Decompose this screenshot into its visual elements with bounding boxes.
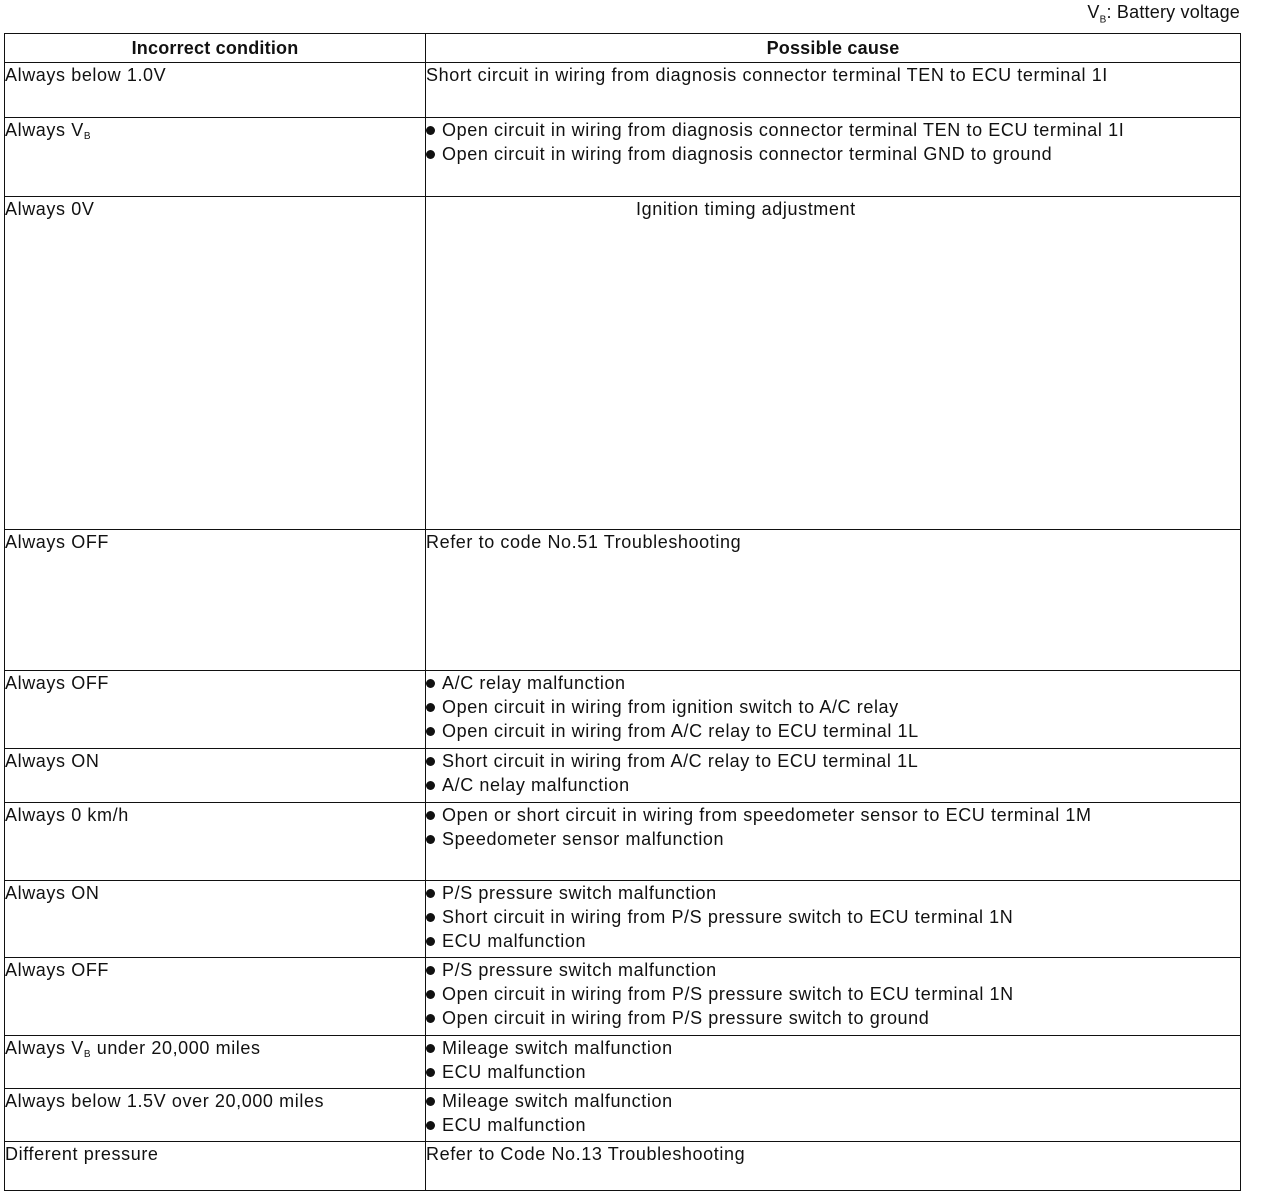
cause-line: [426, 1006, 1240, 1030]
cause-text: P/S pressure switch malfunction: [442, 883, 717, 903]
cause-text: A/C relay malfunction: [442, 673, 626, 693]
table-row: [5, 749, 1241, 803]
condition-text: Always OFF: [5, 673, 110, 693]
bullet-icon: [426, 889, 435, 898]
incorrect-condition-cell: [5, 1089, 426, 1142]
possible-cause-cell: [426, 958, 1241, 1036]
bullet-icon: [426, 913, 435, 922]
cause-text: A/C nelay malfunction: [442, 775, 630, 795]
possible-cause-cell: [426, 118, 1241, 197]
incorrect-condition-cell: [5, 118, 426, 197]
bullet-icon: [426, 1068, 435, 1077]
incorrect-condition-cell: [5, 197, 426, 530]
bullet-icon: [426, 679, 435, 688]
bullet-icon: [426, 703, 435, 712]
possible-cause-cell: [426, 1036, 1241, 1089]
cause-line: [426, 695, 1240, 719]
condition-subscript: B: [83, 1049, 92, 1060]
table-row: [5, 1142, 1241, 1191]
possible-cause-cell: [426, 671, 1241, 749]
cause-line: [426, 118, 1240, 142]
cause-line: [426, 1113, 1240, 1137]
incorrect-condition-cell: [5, 671, 426, 749]
table-row: [5, 63, 1241, 118]
condition-text: Always V: [5, 120, 84, 140]
table-row: [5, 671, 1241, 749]
table-row: [5, 1089, 1241, 1142]
table-body: [5, 63, 1241, 1191]
header-row: [5, 34, 1241, 63]
cause-line: [426, 905, 1240, 929]
troubleshooting-table: [4, 33, 1241, 1191]
cause-text: Open circuit in wiring from ignition switch to A/C relay: [442, 697, 899, 717]
possible-cause-cell: [426, 530, 1241, 671]
cause-line: [426, 929, 1240, 953]
cause-text: Mileage switch malfunction: [442, 1038, 673, 1058]
incorrect-condition-cell: [5, 530, 426, 671]
incorrect-condition-cell: [5, 63, 426, 118]
condition-text: Always ON: [5, 883, 100, 903]
cause-line: [426, 1036, 1240, 1060]
bullet-icon: [426, 781, 435, 790]
cause-text: Open circuit in wiring from P/S pressure switch to ECU terminal 1N: [442, 984, 1014, 1004]
cause-line: [426, 1060, 1240, 1084]
condition-text: Always OFF: [5, 960, 110, 980]
header-possible-cause: Possible cause: [426, 34, 1241, 63]
cause-line: [426, 671, 1240, 695]
possible-cause-cell: [426, 1089, 1241, 1142]
cause-text: Open or short circuit in wiring from speedometer sensor to ECU terminal 1M: [442, 805, 1092, 825]
cause-line: [426, 1089, 1240, 1113]
cause-line: [426, 881, 1240, 905]
cause-text: Short circuit in wiring from A/C relay to ECU terminal 1L: [442, 751, 919, 771]
incorrect-condition-cell: [5, 958, 426, 1036]
cause-text: Short circuit in wiring from diagnosis connector terminal TEN to ECU terminal 1I: [426, 65, 1108, 85]
bullet-icon: [426, 757, 435, 766]
cause-line: [426, 773, 1240, 797]
cause-text: Speedometer sensor malfunction: [442, 829, 725, 849]
cause-text: Short circuit in wiring from P/S pressure switch to ECU terminal 1N: [442, 907, 1014, 927]
table-row: [5, 803, 1241, 881]
cause-text: Refer to Code No.13 Troubleshooting: [426, 1144, 746, 1164]
bullet-icon: [426, 1097, 435, 1106]
table-row: [5, 118, 1241, 197]
condition-text: Always OFF: [5, 532, 110, 552]
cause-line: [426, 1142, 1240, 1166]
table-row: [5, 530, 1241, 671]
condition-text: Always below 1.0V: [5, 65, 167, 85]
cause-text: Mileage switch malfunction: [442, 1091, 673, 1111]
cause-line: [426, 827, 1240, 851]
table-row: [5, 958, 1241, 1036]
possible-cause-cell: [426, 197, 1241, 530]
condition-text: Always 0V: [5, 199, 95, 219]
cause-line: [426, 958, 1240, 982]
bullet-icon: [426, 1121, 435, 1130]
condition-text: Always V: [5, 1038, 84, 1058]
cause-text: ECU malfunction: [442, 1062, 587, 1082]
cause-text: Open circuit in wiring from A/C relay to ECU terminal 1L: [442, 721, 919, 741]
table-row: [5, 881, 1241, 958]
cause-line: [426, 749, 1240, 773]
bullet-icon: [426, 966, 435, 975]
cause-line: [426, 719, 1240, 743]
table-row: [5, 1036, 1241, 1089]
cause-text: Ignition timing adjustment: [636, 199, 856, 219]
possible-cause-cell: [426, 881, 1241, 958]
bullet-icon: [426, 990, 435, 999]
cause-text: Open circuit in wiring from P/S pressure switch to ground: [442, 1008, 930, 1028]
incorrect-condition-cell: [5, 749, 426, 803]
incorrect-condition-cell: [5, 1036, 426, 1089]
incorrect-condition-cell: [5, 1142, 426, 1191]
note-subscript: B: [1099, 14, 1107, 26]
bullet-icon: [426, 811, 435, 820]
battery-voltage-note: [1087, 2, 1240, 26]
cause-line: [426, 803, 1240, 827]
condition-text-tail: under 20,000 miles: [91, 1038, 261, 1058]
header-incorrect-condition: Incorrect condition: [5, 34, 426, 63]
cause-text: Refer to code No.51 Troubleshooting: [426, 532, 742, 552]
cause-text: P/S pressure switch malfunction: [442, 960, 717, 980]
bullet-icon: [426, 727, 435, 736]
cause-text: Open circuit in wiring from diagnosis connector terminal GND to ground: [442, 144, 1053, 164]
condition-text: Always 0 km/h: [5, 805, 129, 825]
cause-line: [426, 63, 1240, 87]
condition-text: Always ON: [5, 751, 100, 771]
cause-line: [426, 530, 1240, 554]
table-row: [5, 197, 1241, 530]
cause-text: ECU malfunction: [442, 1115, 587, 1135]
possible-cause-cell: [426, 63, 1241, 118]
incorrect-condition-cell: [5, 803, 426, 881]
cause-text: ECU malfunction: [442, 931, 587, 951]
bullet-icon: [426, 1014, 435, 1023]
condition-text: Always below 1.5V over 20,000 miles: [5, 1091, 325, 1111]
bullet-icon: [426, 126, 435, 135]
bullet-icon: [426, 835, 435, 844]
bullet-icon: [426, 1044, 435, 1053]
incorrect-condition-cell: [5, 881, 426, 958]
bullet-icon: [426, 937, 435, 946]
possible-cause-cell: [426, 749, 1241, 803]
note-symbol: V: [1087, 2, 1100, 22]
cause-text: Open circuit in wiring from diagnosis connector terminal TEN to ECU terminal 1I: [442, 120, 1125, 140]
cause-line: [636, 197, 1240, 221]
cause-line: [426, 982, 1240, 1006]
condition-subscript: B: [83, 131, 92, 142]
possible-cause-cell: [426, 1142, 1241, 1191]
note-text: : Battery voltage: [1106, 2, 1240, 22]
bullet-icon: [426, 150, 435, 159]
condition-text: Different pressure: [5, 1144, 159, 1164]
cause-line: [426, 142, 1240, 166]
possible-cause-cell: [426, 803, 1241, 881]
